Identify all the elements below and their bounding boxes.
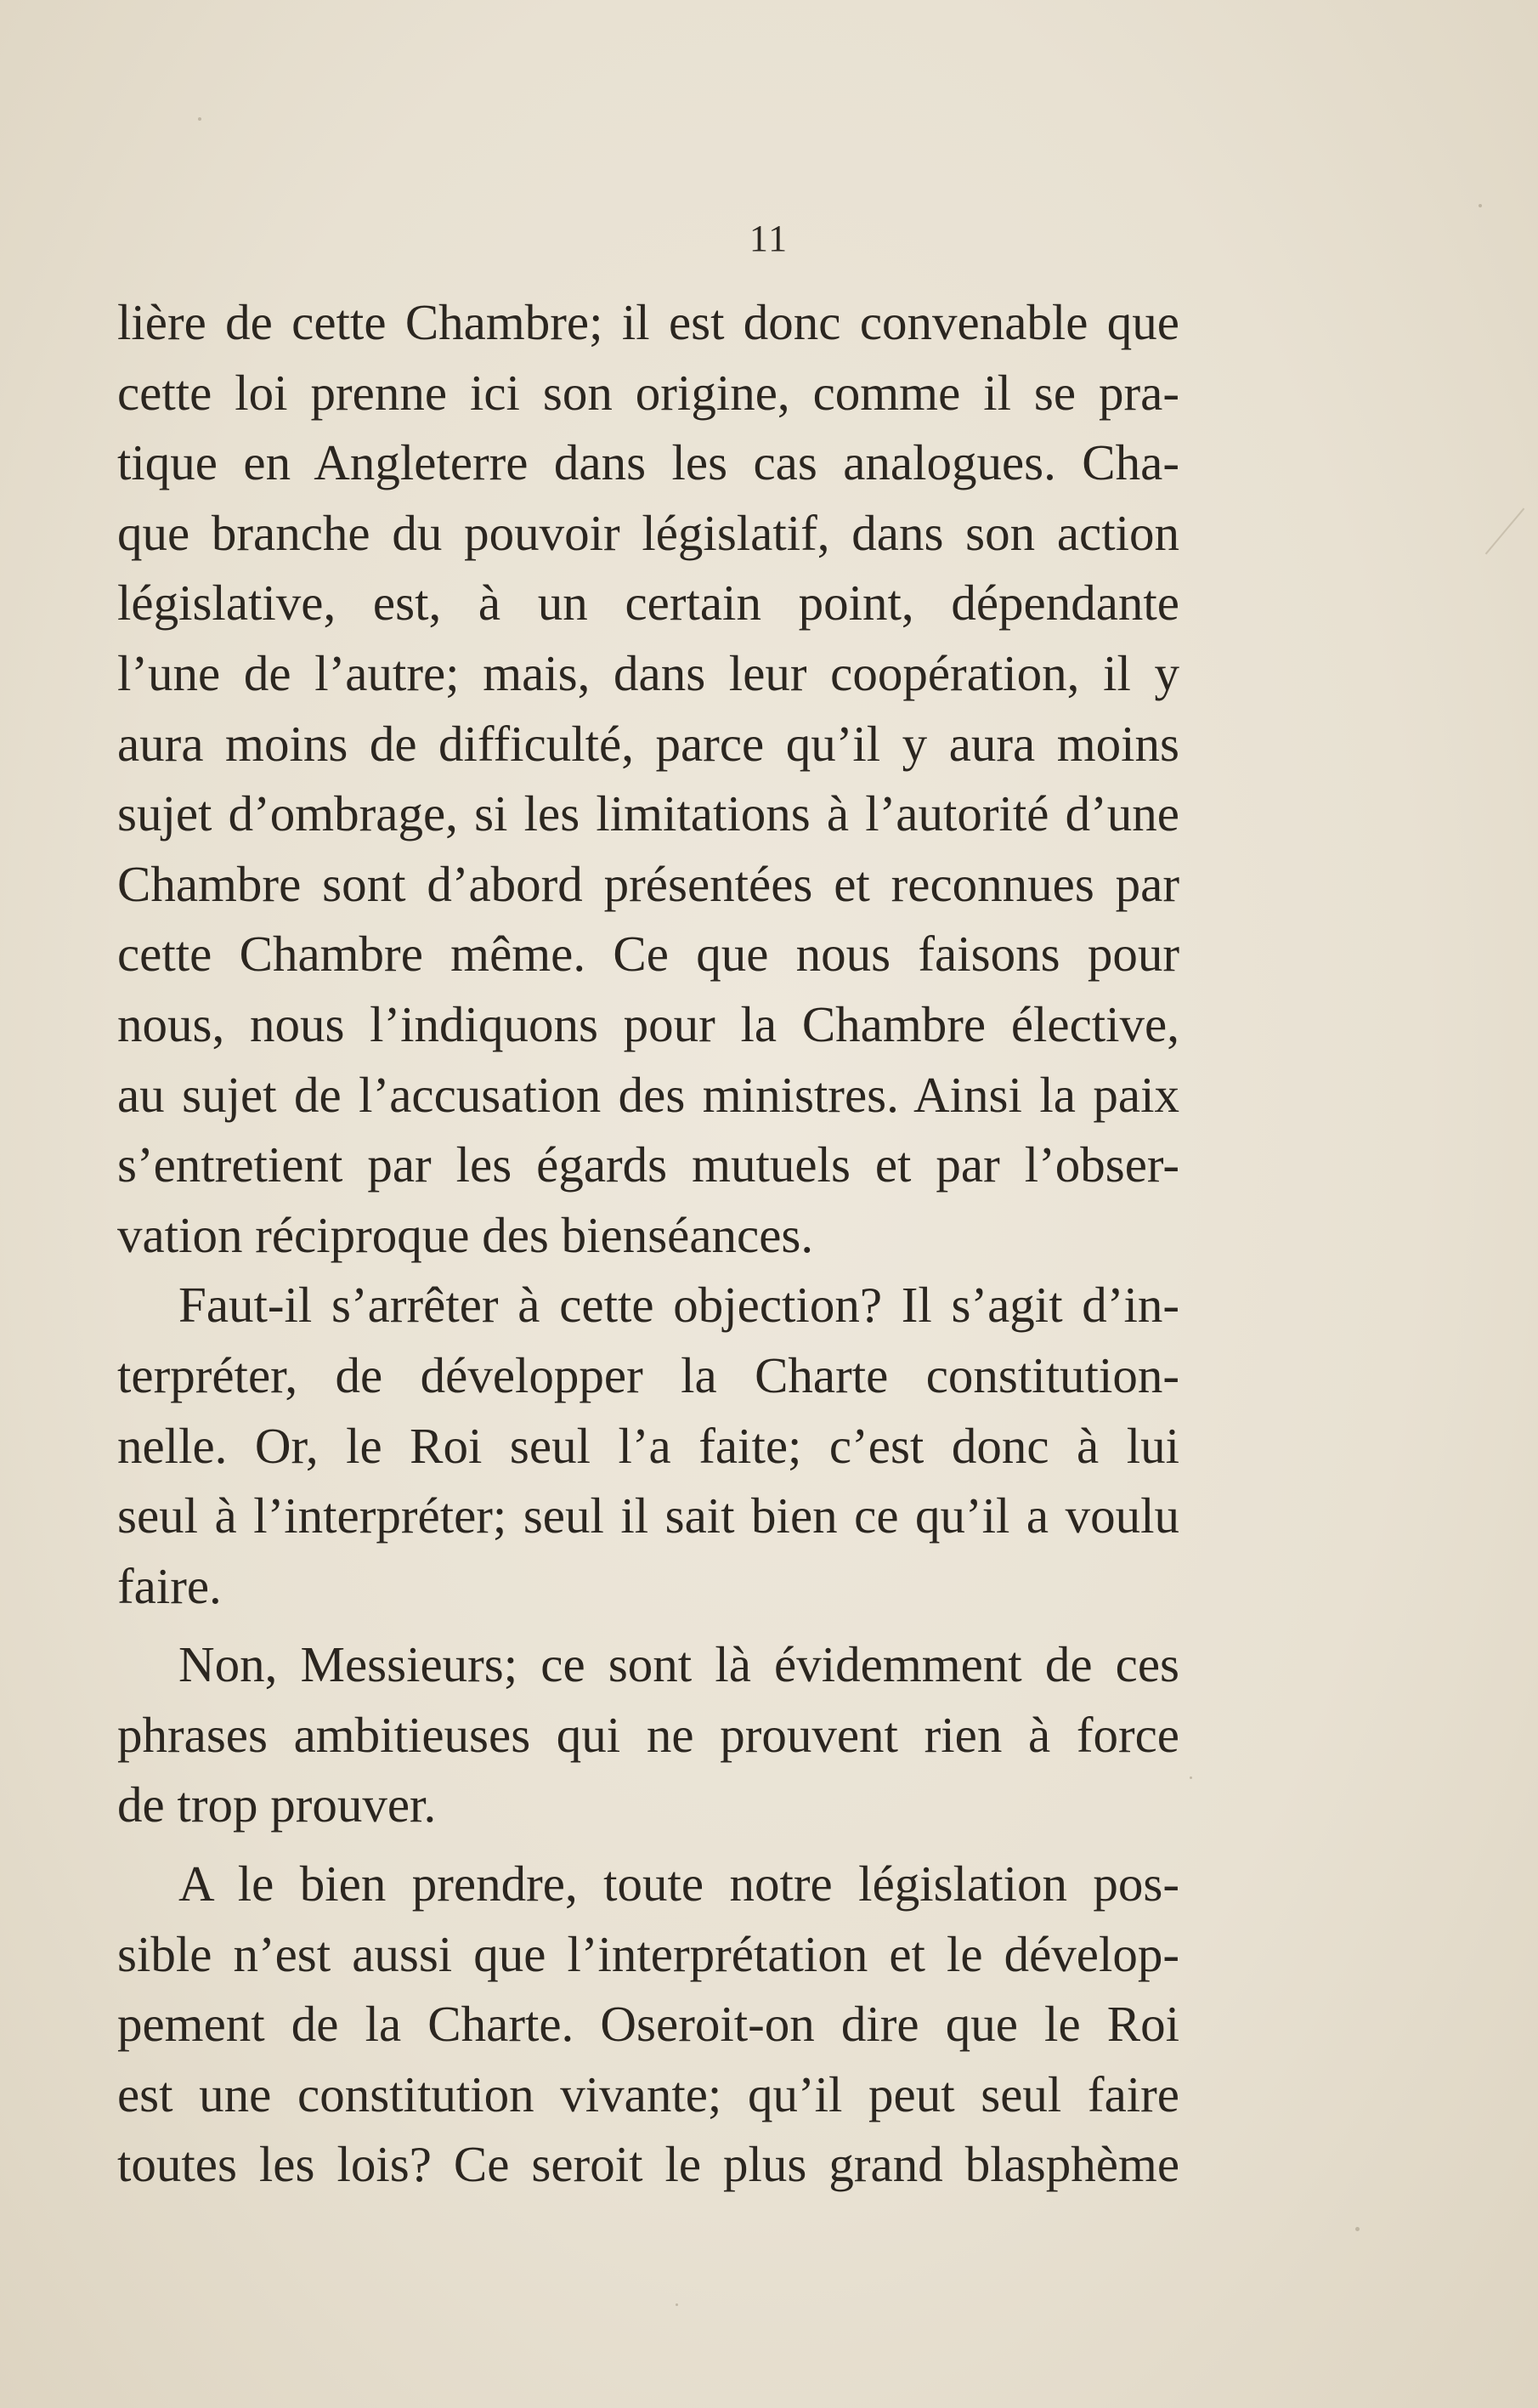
paper-speck: [676, 2303, 678, 2306]
text-line: phrases ambitieuses qui ne prouvent rien à force: [117, 1706, 1179, 1763]
paper-speck: [1479, 204, 1482, 207]
text-line: que branche du pouvoir législatif, dans son action: [117, 504, 1179, 561]
paper-speck: [1190, 1776, 1192, 1779]
text-line: Non, Messieurs; ce sont là évidemment de ces: [178, 1636, 1179, 1693]
text-line: sujet d’ombrage, si les limitations à l’autorité d’une: [117, 785, 1179, 842]
text-line: pement de la Charte. Oseroit-on dire que le Roi: [117, 1996, 1179, 2053]
text-line: nous, nous l’indiquons pour la Chambre élective,: [117, 995, 1179, 1052]
text-line: toutes les lois? Ce seroit le plus grand blasphème: [117, 2136, 1179, 2193]
text-line: aura moins de difficulté, parce qu’il y aura moins: [117, 715, 1179, 772]
text-line: cette Chambre même. Ce que nous faisons pour: [117, 926, 1179, 983]
text-line: Faut-il s’arrêter à cette objection? Il s’agit d’in-: [178, 1277, 1179, 1334]
page-number: 11: [749, 218, 789, 259]
text-line: faire.: [117, 1557, 222, 1614]
text-line: législative, est, à un certain point, dépendante: [117, 575, 1179, 632]
text-line: sible n’est aussi que l’interprétation et le dévelop-: [117, 1925, 1179, 1982]
margin-mark: [1485, 508, 1525, 555]
text-line: cette loi prenne ici son origine, comme il se pra-: [117, 364, 1179, 421]
paper-speck: [1355, 2227, 1360, 2231]
text-line: Chambre sont d’abord présentées et reconnues par: [117, 855, 1179, 912]
text-line: s’entretient par les égards mutuels et par l’obser-: [117, 1136, 1179, 1193]
text-line: l’une de l’autre; mais, dans leur coopération, il y: [117, 644, 1179, 701]
text-line: de trop prouver.: [117, 1776, 437, 1833]
text-line: est une constitution vivante; qu’il peut seul faire: [117, 2065, 1179, 2122]
text-line: au sujet de l’accusation des ministres. Ainsi la paix: [117, 1066, 1179, 1123]
text-line: nelle. Or, le Roi seul l’a faite; c’est donc à lui: [117, 1417, 1179, 1474]
text-line: seul à l’interpréter; seul il sait bien ce qu’il a voulu: [117, 1487, 1179, 1544]
text-line: A le bien prendre, toute notre législation pos-: [178, 1856, 1179, 1912]
text-line: vation réciproque des bienséances.: [117, 1206, 814, 1263]
text-line: tique en Angleterre dans les cas analogues. Cha-: [117, 434, 1179, 491]
text-line: terpréter, de développer la Charte constitution-: [117, 1346, 1179, 1403]
body-text: [117, 287, 1179, 2200]
paper-speck: [198, 117, 201, 121]
text-line: lière de cette Chambre; il est donc convenable que: [117, 294, 1179, 350]
